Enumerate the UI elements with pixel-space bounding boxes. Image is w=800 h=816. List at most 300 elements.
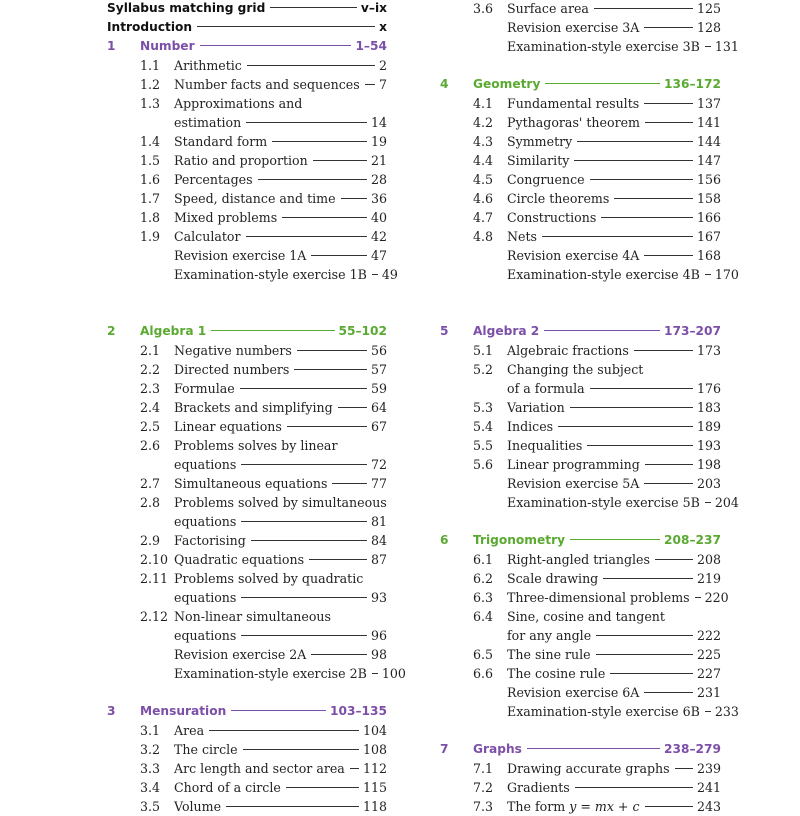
leader-line	[258, 179, 367, 180]
section-entry[interactable]	[107, 569, 387, 588]
section-entry[interactable]	[107, 531, 387, 550]
leader-line	[286, 787, 359, 788]
leader-line	[241, 635, 367, 636]
entry-text	[507, 0, 721, 18]
section-entry[interactable]	[107, 265, 398, 284]
entry-title: Examination-style exercise 2B	[174, 666, 367, 681]
page-number: 158	[696, 191, 721, 206]
section-number: 4.7	[473, 210, 494, 225]
section-entry[interactable]	[107, 94, 387, 113]
section-entry[interactable]	[107, 493, 387, 512]
section-number: 2.7	[140, 476, 161, 491]
entry-title: Three-dimensional problems	[507, 590, 690, 605]
section-number: 1.3	[140, 96, 161, 111]
page-number: 144	[696, 134, 721, 149]
entry-title: Inequalities	[507, 438, 583, 453]
section-entry[interactable]	[440, 588, 729, 607]
page-number: 193	[696, 438, 721, 453]
section-entry[interactable]	[440, 778, 721, 797]
entry-text	[174, 379, 387, 398]
entry-text	[507, 170, 721, 189]
section-entry[interactable]	[107, 417, 387, 436]
leader-line	[596, 635, 693, 636]
section-entry[interactable]	[107, 778, 387, 797]
section-entry[interactable]	[440, 759, 721, 778]
leader-line	[644, 27, 693, 28]
chapter-heading[interactable]	[107, 702, 387, 721]
entry-title: equations	[174, 457, 237, 472]
leader-line	[644, 692, 693, 693]
leader-line	[705, 46, 711, 47]
section-entry[interactable]	[440, 170, 721, 189]
entry-title: Indices	[507, 419, 554, 434]
entry-text	[174, 94, 387, 113]
entry-title: equations	[174, 514, 237, 529]
section-number: 5.4	[473, 419, 494, 434]
entry-title: Chord of a circle	[174, 780, 281, 795]
entry-title: Algebra 2	[473, 324, 540, 338]
entry-text	[507, 493, 739, 512]
section-entry[interactable]	[107, 626, 387, 645]
leader-line	[695, 597, 701, 598]
leader-line	[675, 768, 693, 769]
page-number: 238–279	[664, 742, 721, 756]
section-entry[interactable]	[440, 189, 721, 208]
section-entry[interactable]	[440, 607, 721, 626]
entry-text	[507, 246, 721, 265]
leader-line	[241, 464, 367, 465]
entry-text	[473, 740, 721, 759]
page-number: 67	[370, 419, 387, 434]
section-entry[interactable]	[440, 37, 739, 56]
section-number: 5.3	[473, 400, 494, 415]
front-matter-entry[interactable]	[107, 0, 387, 18]
leader-line	[542, 236, 693, 237]
entry-text	[507, 474, 721, 493]
entry-text	[507, 778, 721, 797]
page-number: 156	[696, 172, 721, 187]
entry-text	[174, 493, 387, 512]
section-number: 4.3	[473, 134, 494, 149]
section-entry[interactable]	[440, 208, 721, 227]
entry-title: Algebraic fractions	[507, 343, 629, 358]
section-number: 1.5	[140, 153, 161, 168]
section-number: 4.2	[473, 115, 494, 130]
leader-line	[294, 369, 367, 370]
section-entry[interactable]	[107, 436, 387, 455]
spacer	[107, 284, 387, 303]
page-number: 168	[696, 248, 721, 263]
page-number: 103–135	[330, 704, 387, 718]
page-number: 40	[370, 210, 387, 225]
leader-line	[251, 540, 367, 541]
entry-title: Mensuration	[140, 704, 227, 718]
page-number: 170	[714, 267, 739, 282]
leader-line	[527, 748, 660, 749]
page-number: 198	[696, 457, 721, 472]
section-entry[interactable]	[107, 740, 387, 759]
front-matter-entry[interactable]	[107, 18, 387, 37]
entry-title: Variation	[507, 400, 565, 415]
page-number: 100	[381, 666, 406, 681]
entry-title: Percentages	[174, 172, 253, 187]
section-number: 2.9	[140, 533, 161, 548]
entry-title-math: y = mx + c	[569, 799, 640, 814]
section-entry[interactable]	[440, 113, 721, 132]
section-entry[interactable]	[440, 493, 739, 512]
page-number: 137	[696, 96, 721, 111]
leader-line	[241, 521, 367, 522]
leader-line	[372, 274, 378, 275]
page-number: 115	[362, 780, 387, 795]
entry-title: Linear equations	[174, 419, 282, 434]
leader-line	[226, 806, 359, 807]
section-number: 4.6	[473, 191, 494, 206]
leader-line	[644, 483, 693, 484]
leader-line	[311, 255, 367, 256]
page-number: 136–172	[664, 77, 721, 91]
section-number: 6.3	[473, 590, 494, 605]
entry-title: Examination-style exercise 5B	[507, 495, 700, 510]
entry-title: Approximations and	[174, 96, 303, 111]
section-entry[interactable]	[107, 512, 387, 531]
section-number: 1.2	[140, 77, 161, 92]
section-number: 1.1	[140, 58, 161, 73]
page-number: 189	[696, 419, 721, 434]
entry-title: Constructions	[507, 210, 597, 225]
entry-text	[507, 341, 721, 360]
section-number: 1.7	[140, 191, 161, 206]
page-number: 77	[370, 476, 387, 491]
section-entry[interactable]	[440, 436, 721, 455]
leader-line	[247, 65, 375, 66]
leader-line	[655, 559, 693, 560]
entry-text	[174, 531, 387, 550]
section-entry[interactable]	[107, 455, 387, 474]
leader-line	[372, 673, 378, 674]
entry-text	[174, 227, 387, 246]
entry-title: Arc length and sector area	[174, 761, 345, 776]
page-number: 19	[370, 134, 387, 149]
section-entry[interactable]	[107, 341, 387, 360]
entry-title: of a formula	[507, 381, 585, 396]
entry-title: Revision exercise 4A	[507, 248, 640, 263]
section-entry[interactable]	[107, 398, 387, 417]
leader-line	[590, 179, 693, 180]
page-number: 112	[362, 761, 387, 776]
section-number: 1.8	[140, 210, 161, 225]
page-number: 166	[696, 210, 721, 225]
section-entry[interactable]	[440, 227, 721, 246]
entry-title: The sine rule	[507, 647, 591, 662]
section-entry[interactable]	[107, 379, 387, 398]
section-number: 2.12	[140, 609, 169, 624]
section-entry[interactable]	[107, 645, 387, 664]
entry-text	[507, 18, 721, 37]
section-entry[interactable]	[440, 0, 721, 18]
entry-title: Simultaneous equations	[174, 476, 328, 491]
leader-line	[645, 464, 693, 465]
entry-text	[473, 322, 721, 341]
page-number: 56	[370, 343, 387, 358]
section-number: 2.10	[140, 552, 169, 567]
entry-title: Circle theorems	[507, 191, 610, 206]
entry-text	[507, 436, 721, 455]
page-number: 108	[362, 742, 387, 757]
page-number: 147	[696, 153, 721, 168]
leader-line	[610, 673, 693, 674]
leader-line	[243, 749, 359, 750]
entry-title: Problems solves by linear	[174, 438, 338, 453]
entry-title: Changing the subject	[507, 362, 644, 377]
spacer	[440, 284, 721, 303]
leader-line	[287, 426, 367, 427]
page-number: 222	[696, 628, 721, 643]
section-entry[interactable]	[440, 474, 721, 493]
leader-line	[587, 445, 693, 446]
page-number: 81	[370, 514, 387, 529]
leader-line	[590, 388, 693, 389]
leader-line	[558, 426, 693, 427]
leader-line	[365, 84, 375, 85]
section-number: 3.1	[140, 723, 161, 738]
page-number: 204	[714, 495, 739, 510]
entry-title: Problems solved by simultaneous	[174, 495, 387, 510]
section-entry[interactable]	[107, 227, 387, 246]
entry-title: Revision exercise 5A	[507, 476, 640, 491]
section-entry[interactable]	[107, 246, 387, 265]
section-number: 2.3	[140, 381, 161, 396]
section-number: 7.2	[473, 780, 494, 795]
entry-text	[473, 531, 721, 550]
entry-text	[507, 379, 721, 398]
section-entry[interactable]	[107, 664, 406, 683]
page-number: 167	[696, 229, 721, 244]
entry-text	[140, 37, 387, 56]
entry-text	[507, 588, 729, 607]
section-number: 3.4	[140, 780, 161, 795]
section-entry[interactable]	[107, 132, 387, 151]
entry-text	[174, 132, 387, 151]
section-entry[interactable]	[440, 246, 721, 265]
entry-title: Problems solved by quadratic	[174, 571, 364, 586]
section-entry[interactable]	[440, 341, 721, 360]
spacer	[440, 512, 721, 531]
entry-title: Pythagoras' theorem	[507, 115, 640, 130]
page-number: 173–207	[664, 324, 721, 338]
section-entry[interactable]	[107, 189, 387, 208]
section-entry[interactable]	[440, 151, 721, 170]
section-entry[interactable]	[440, 550, 721, 569]
page-number: 173	[696, 343, 721, 358]
page-number: 64	[370, 400, 387, 415]
entry-text	[174, 75, 387, 94]
entry-title: Algebra 1	[140, 324, 207, 338]
entry-text	[507, 607, 721, 626]
chapter-heading[interactable]	[440, 322, 721, 341]
entry-text	[174, 512, 387, 531]
section-number: 6.2	[473, 571, 494, 586]
entry-title: Revision exercise 1A	[174, 248, 307, 263]
page-number: 96	[370, 628, 387, 643]
entry-text	[174, 569, 387, 588]
chapter-number: 1	[107, 39, 116, 53]
entry-title: Fundamental results	[507, 96, 640, 111]
entry-text	[473, 75, 721, 94]
entry-title: Graphs	[473, 742, 522, 756]
leader-line	[570, 539, 660, 540]
section-entry[interactable]	[107, 56, 387, 75]
section-entry[interactable]	[440, 417, 721, 436]
entry-text	[174, 664, 406, 683]
page-number: 28	[370, 172, 387, 187]
section-entry[interactable]	[440, 626, 721, 645]
leader-line	[270, 7, 357, 8]
section-number: 2.1	[140, 343, 161, 358]
section-entry[interactable]	[107, 151, 387, 170]
entry-text	[174, 436, 387, 455]
leader-line	[341, 198, 367, 199]
entry-text	[507, 360, 721, 379]
section-number: 4.4	[473, 153, 494, 168]
chapter-heading[interactable]	[107, 37, 387, 56]
entry-text	[174, 778, 387, 797]
leader-line	[577, 141, 693, 142]
section-entry[interactable]	[440, 94, 721, 113]
page-number: 225	[696, 647, 721, 662]
section-number: 2.8	[140, 495, 161, 510]
leader-line	[282, 217, 367, 218]
section-number: 5.6	[473, 457, 494, 472]
leader-line	[614, 198, 693, 199]
page-number: 125	[696, 1, 721, 16]
leader-line	[231, 710, 326, 711]
page-number: 2	[378, 58, 387, 73]
section-entry[interactable]	[107, 208, 387, 227]
section-entry[interactable]	[440, 398, 721, 417]
leader-line	[209, 730, 359, 731]
entry-title: Ratio and proportion	[174, 153, 308, 168]
section-entry[interactable]	[107, 550, 387, 569]
section-entry[interactable]	[107, 759, 387, 778]
entry-title: Arithmetic	[174, 58, 242, 73]
entry-title: Symmetry	[507, 134, 573, 149]
section-entry[interactable]	[440, 702, 739, 721]
entry-text	[174, 170, 387, 189]
page-number: 208	[696, 552, 721, 567]
section-entry[interactable]	[107, 607, 387, 626]
section-entry[interactable]	[107, 474, 387, 493]
section-entry[interactable]	[440, 683, 721, 702]
page-number: 21	[370, 153, 387, 168]
chapter-number: 4	[440, 77, 449, 91]
leader-line	[545, 83, 660, 84]
page-number: 227	[696, 666, 721, 681]
page-number: 203	[696, 476, 721, 491]
page-number: 104	[362, 723, 387, 738]
page-number: 141	[696, 115, 721, 130]
leader-line	[309, 559, 367, 560]
entry-text	[174, 341, 387, 360]
entry-title: Calculator	[174, 229, 241, 244]
section-number: 2.11	[140, 571, 169, 586]
section-entry[interactable]	[440, 360, 721, 379]
section-number: 6.6	[473, 666, 494, 681]
chapter-heading[interactable]	[107, 322, 387, 341]
section-entry[interactable]	[440, 265, 739, 284]
entry-title: Congruence	[507, 172, 585, 187]
entry-text	[507, 664, 721, 683]
section-number: 5.1	[473, 343, 494, 358]
section-number: 2.2	[140, 362, 161, 377]
entry-title: equations	[174, 628, 237, 643]
section-entry[interactable]	[440, 569, 721, 588]
entry-title: Standard form	[174, 134, 268, 149]
section-number: 4.1	[473, 96, 494, 111]
entry-title: Directed numbers	[174, 362, 290, 377]
leader-line	[570, 407, 693, 408]
entry-title-text: The form	[507, 799, 566, 814]
leader-line	[644, 103, 693, 104]
section-entry[interactable]	[107, 75, 387, 94]
entry-text	[174, 246, 387, 265]
leader-line	[645, 122, 693, 123]
section-entry[interactable]	[440, 379, 721, 398]
section-number: 5.5	[473, 438, 494, 453]
page-number: 47	[370, 248, 387, 263]
leader-line	[211, 330, 334, 331]
section-entry[interactable]	[107, 113, 387, 132]
page-number: 208–237	[664, 533, 721, 547]
entry-text	[174, 740, 387, 759]
entry-title: Revision exercise 2A	[174, 647, 307, 662]
entry-text	[507, 398, 721, 417]
section-number: 4.5	[473, 172, 494, 187]
section-entry[interactable]	[440, 664, 721, 683]
page-number: v–ix	[360, 1, 387, 15]
section-entry[interactable]	[107, 721, 387, 740]
section-entry[interactable]	[107, 170, 387, 189]
page-number: 241	[696, 780, 721, 795]
entry-text	[174, 607, 387, 626]
chapter-number: 5	[440, 324, 449, 338]
section-entry[interactable]	[440, 132, 721, 151]
section-entry[interactable]	[107, 588, 387, 607]
page-number: 72	[370, 457, 387, 472]
page-number: 93	[370, 590, 387, 605]
chapter-heading[interactable]	[440, 531, 721, 550]
page-number: x	[379, 20, 387, 34]
entry-title: Volume	[174, 799, 222, 814]
section-entry[interactable]	[107, 360, 387, 379]
page-number: 98	[370, 647, 387, 662]
section-entry[interactable]	[440, 455, 721, 474]
entry-title: Geometry	[473, 77, 541, 91]
leader-line	[246, 236, 367, 237]
entry-text	[507, 702, 739, 721]
entry-title: Surface area	[507, 1, 589, 16]
section-entry[interactable]	[440, 18, 721, 37]
entry-text	[507, 189, 721, 208]
section-entry[interactable]	[440, 645, 721, 664]
entry-text	[174, 113, 387, 132]
chapter-heading[interactable]	[440, 740, 721, 759]
section-number: 7.3	[473, 799, 494, 814]
leader-line	[200, 45, 352, 46]
chapter-heading[interactable]	[440, 75, 721, 94]
entry-text	[174, 56, 387, 75]
entry-title: Formulae	[174, 381, 235, 396]
